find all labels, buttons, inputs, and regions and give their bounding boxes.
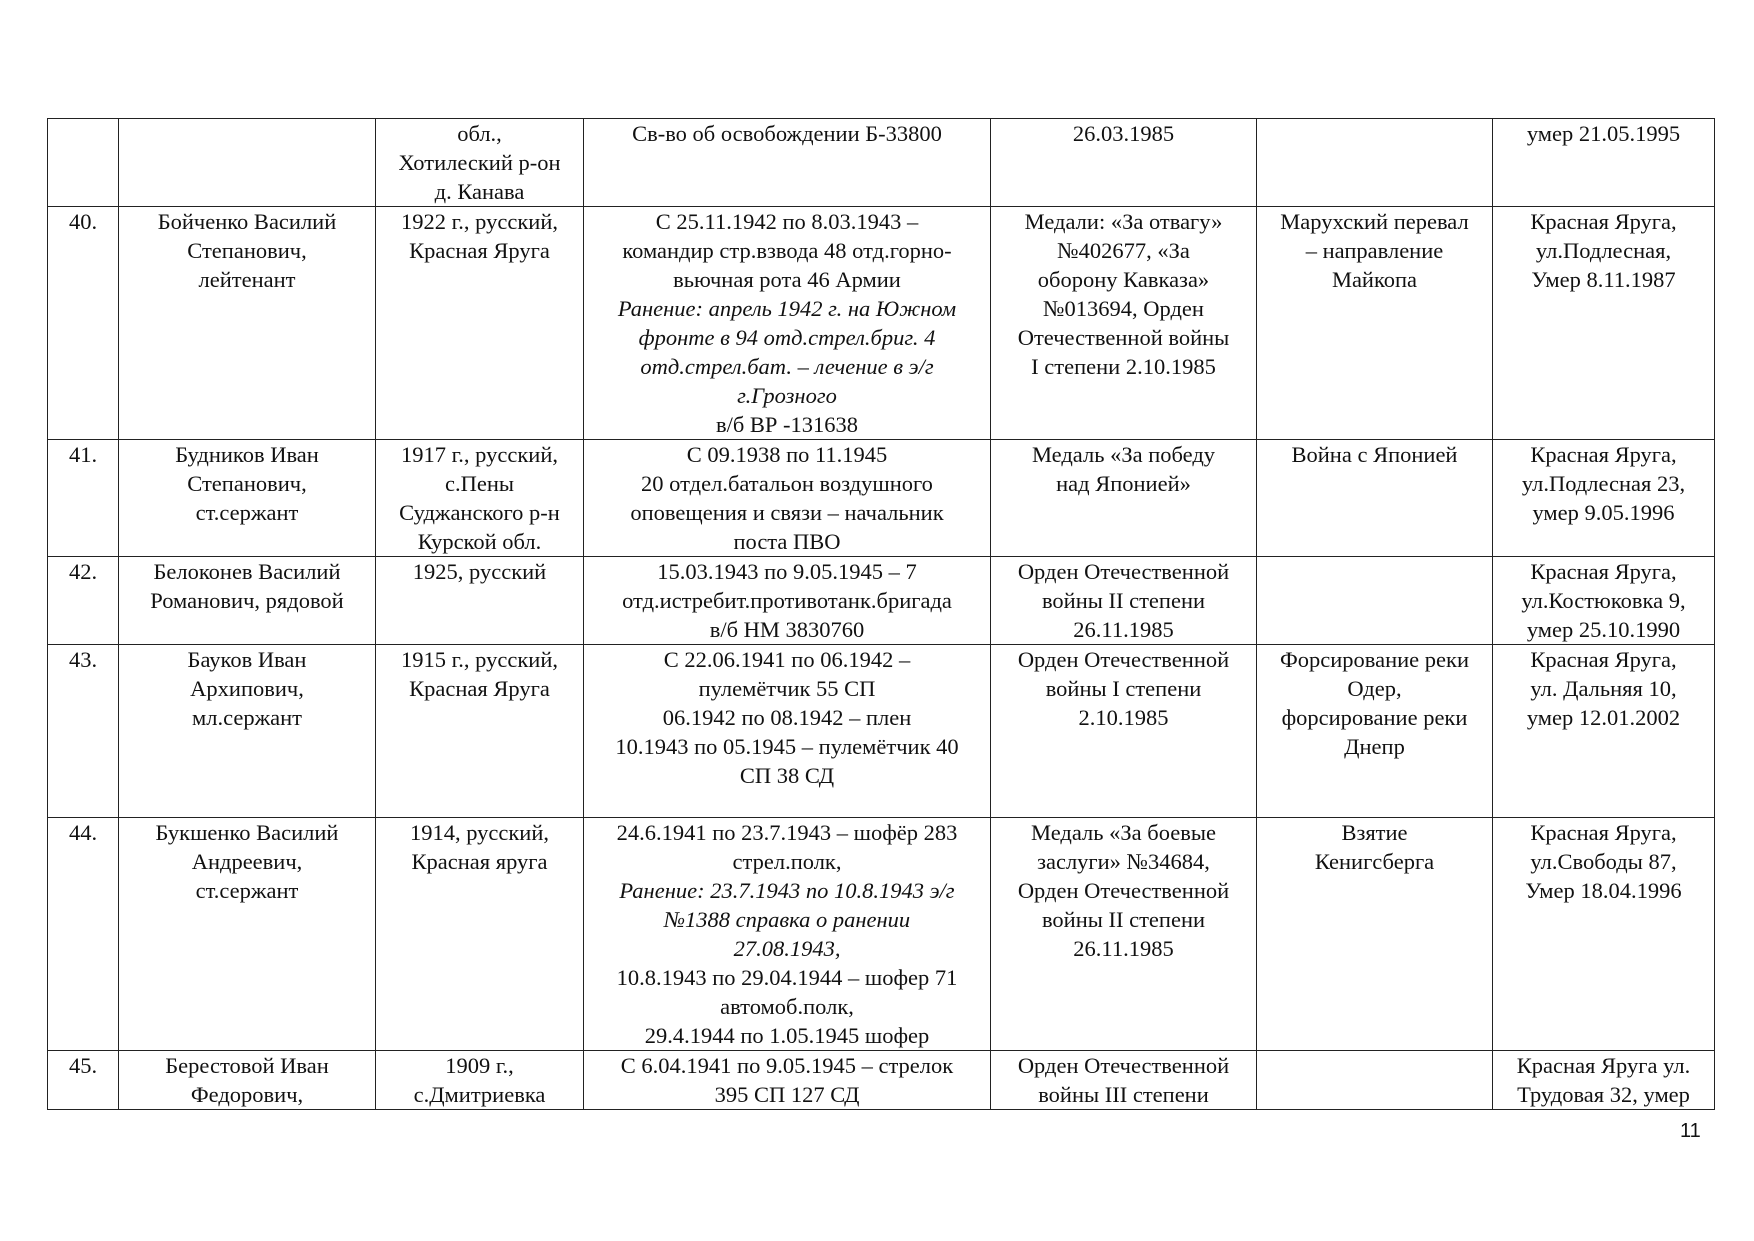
awards-line: 26.11.1985 — [1073, 936, 1174, 961]
battles-line: Кенигсберга — [1314, 849, 1435, 874]
row-number: 41. — [68, 442, 98, 467]
service-record-line: г.Грозного — [737, 383, 837, 408]
table-row — [48, 119, 1715, 207]
battles-line: Одер, — [1347, 676, 1402, 701]
awards-line: 26.03.1985 — [1072, 121, 1175, 146]
service-record-cell — [584, 818, 991, 1051]
battles-cell — [1257, 818, 1493, 1051]
battles-cell — [1257, 207, 1493, 440]
birth-info-line: с.Пены — [444, 471, 514, 496]
service-record-line: СП 38 СД — [739, 763, 835, 788]
birth-info-line: 1914, русский, — [409, 820, 550, 845]
name-rank-line: ст.сержант — [195, 500, 299, 525]
residence-line: умер 21.05.1995 — [1526, 121, 1681, 146]
residence-cell — [1493, 818, 1715, 1051]
birth-info-cell — [376, 818, 584, 1051]
residence-cell — [1493, 207, 1715, 440]
row-number: 45. — [68, 1053, 98, 1078]
service-record-line: стрел.полк, — [732, 849, 842, 874]
birth-info-line: 1915 г., русский, — [400, 647, 558, 672]
name-rank-line: Андреевич, — [191, 849, 303, 874]
service-record-line: 29.4.1944 по 1.05.1945 шофер — [644, 1023, 930, 1048]
name-rank-line: Степанович, — [187, 471, 307, 496]
residence-line: ул. Дальняя 10, — [1530, 676, 1677, 701]
battles-cell — [1257, 1051, 1493, 1110]
row-number: 40. — [68, 209, 98, 234]
residence-line: умер 9.05.1996 — [1532, 500, 1675, 525]
battles-line: форсирование реки — [1281, 705, 1468, 730]
service-record-line: автомоб.полк, — [720, 994, 854, 1019]
row-number-cell — [48, 645, 119, 818]
awards-cell — [991, 440, 1257, 557]
battles-cell — [1257, 645, 1493, 818]
table-body — [48, 119, 1715, 1110]
service-record-line: фронте в 94 отд.стрел.бриг. 4 — [638, 325, 936, 350]
row-number-cell — [48, 557, 119, 645]
name-rank-line: Степанович, — [187, 238, 307, 263]
birth-info-line: с.Дмитриевка — [413, 1082, 546, 1107]
battles-cell — [1257, 119, 1493, 207]
service-record-cell — [584, 119, 991, 207]
residence-line: Красная Яруга, — [1530, 559, 1677, 584]
awards-line: Орден Отечественной — [1017, 878, 1230, 903]
awards-line: Орден Отечественной — [1017, 1053, 1230, 1078]
residence-line: Трудовая 32, умер — [1517, 1082, 1690, 1107]
birth-info-cell — [376, 1051, 584, 1110]
birth-info-line: Красная яруга — [411, 849, 548, 874]
residence-line: Красная Яруга, — [1530, 442, 1677, 467]
name-rank-line: ст.сержант — [195, 878, 299, 903]
awards-line: Отечественной войны — [1017, 325, 1230, 350]
name-rank-line: Федорович, — [190, 1082, 304, 1107]
birth-info-line: Курской обл. — [417, 529, 542, 554]
service-record-cell — [584, 1051, 991, 1110]
birth-info-line: 1909 г., — [445, 1053, 514, 1078]
battles-cell — [1257, 557, 1493, 645]
awards-line: №402677, «За — [1057, 238, 1190, 263]
awards-line: Медали: «За отвагу» — [1024, 209, 1223, 234]
page-number: 11 — [1680, 1120, 1701, 1142]
service-record-line: С 6.04.1941 по 9.05.1945 – стрелок — [620, 1053, 954, 1078]
residence-cell — [1493, 119, 1715, 207]
awards-line: 2.10.1985 — [1078, 705, 1169, 730]
name-rank-cell — [119, 207, 376, 440]
awards-cell — [991, 207, 1257, 440]
service-record-line: 10.1943 по 05.1945 – пулемётчик 40 — [615, 734, 959, 759]
birth-info-line: 1925, русский — [412, 559, 547, 584]
residence-line: ул.Подлесная, — [1535, 238, 1672, 263]
awards-line: войны I степени — [1045, 676, 1202, 701]
residence-cell — [1493, 557, 1715, 645]
residence-line: ул.Подлесная 23, — [1521, 471, 1686, 496]
name-rank-cell — [119, 440, 376, 557]
service-record-line: оповещения и связи – начальник — [630, 500, 944, 525]
table-row — [48, 440, 1715, 557]
awards-line: 26.11.1985 — [1073, 617, 1174, 642]
name-rank-line: Букшенко Василий — [155, 820, 339, 845]
awards-line: войны II степени — [1041, 588, 1206, 613]
service-record-line: 27.08.1943, — [733, 936, 841, 961]
battles-line: Майкопа — [1331, 267, 1418, 292]
residence-line: ул.Костюковка 9, — [1521, 588, 1686, 613]
row-number: 42. — [68, 559, 98, 584]
service-record-line: в/б НМ 3830760 — [709, 617, 865, 642]
residence-cell — [1493, 1051, 1715, 1110]
awards-line: Медаль «За боевые — [1031, 820, 1216, 845]
service-record-line: поста ПВО — [733, 529, 841, 554]
birth-info-line: обл., — [457, 121, 502, 146]
service-record-line: 24.6.1941 по 23.7.1943 – шофёр 283 — [616, 820, 958, 845]
service-record-line: С 09.1938 по 11.1945 — [686, 442, 888, 467]
battles-line: Форсирование реки — [1279, 647, 1470, 672]
battles-line: Марухский перевал — [1280, 209, 1469, 234]
battles-line: Взятие — [1341, 820, 1408, 845]
birth-info-line: Суджанского р-н — [399, 500, 560, 525]
name-rank-line: Бауков Иван — [187, 647, 307, 672]
awards-line: №013694, Орден — [1043, 296, 1204, 321]
row-number-cell — [48, 818, 119, 1051]
residence-line: Красная Яруга, — [1530, 820, 1677, 845]
service-record-line: С 25.11.1942 по 8.03.1943 – — [655, 209, 919, 234]
service-record-line: отд.стрел.бат. – лечение в э/г — [640, 354, 934, 379]
battles-cell — [1257, 440, 1493, 557]
table-row — [48, 557, 1715, 645]
birth-info-line: Красная Яруга — [409, 238, 550, 263]
row-number-cell — [48, 207, 119, 440]
row-number-cell — [48, 440, 119, 557]
awards-line: Орден Отечественной — [1017, 647, 1230, 672]
birth-info-line: д. Канава — [434, 179, 525, 204]
battles-line: – направление — [1305, 238, 1444, 263]
residence-line: Красная Яруга, — [1530, 209, 1677, 234]
service-record-line: в/б ВР -131638 — [715, 412, 859, 437]
name-rank-cell — [119, 1051, 376, 1110]
service-record-line: Ранение: апрель 1942 г. на Южном — [617, 296, 957, 321]
row-number-cell — [48, 119, 119, 207]
birth-info-cell — [376, 557, 584, 645]
name-rank-cell — [119, 119, 376, 207]
birth-info-line: 1917 г., русский, — [400, 442, 558, 467]
residence-line: Красная Яруга, — [1530, 647, 1677, 672]
name-rank-line: Романович, рядовой — [150, 588, 344, 613]
table-row — [48, 818, 1715, 1051]
residence-line: Умер 8.11.1987 — [1531, 267, 1676, 292]
name-rank-line: Будников Иван — [175, 442, 319, 467]
residence-line: Умер 18.04.1996 — [1525, 878, 1682, 903]
residence-cell — [1493, 440, 1715, 557]
birth-info-cell — [376, 440, 584, 557]
table-row — [48, 207, 1715, 440]
birth-info-line: Красная Яруга — [409, 676, 550, 701]
birth-info-cell — [376, 207, 584, 440]
veterans-table — [47, 118, 1715, 1110]
awards-line: войны III степени — [1038, 1082, 1209, 1107]
residence-cell — [1493, 645, 1715, 818]
service-record-line: командир стр.взвода 48 отд.горно- — [622, 238, 952, 263]
birth-info-cell — [376, 119, 584, 207]
awards-line: оборону Кавказа» — [1037, 267, 1210, 292]
awards-cell — [991, 1051, 1257, 1110]
residence-line: умер 12.01.2002 — [1526, 705, 1681, 730]
table-row — [48, 1051, 1715, 1110]
table-row — [48, 645, 1715, 818]
service-record-cell — [584, 645, 991, 818]
service-record-line: пулемётчик 55 СП — [698, 676, 876, 701]
service-record-line: 395 СП 127 СД — [714, 1082, 860, 1107]
service-record-cell — [584, 440, 991, 557]
row-number-cell — [48, 1051, 119, 1110]
birth-info-cell — [376, 645, 584, 818]
awards-cell — [991, 645, 1257, 818]
service-record-line: №1388 справка о ранении — [663, 907, 911, 932]
birth-info-line: Хотилеский р-он — [398, 150, 561, 175]
service-record-line: отд.истребит.противотанк.бригада — [622, 588, 952, 613]
awards-line: I степени 2.10.1985 — [1031, 354, 1216, 379]
service-record-cell — [584, 207, 991, 440]
residence-line: умер 25.10.1990 — [1526, 617, 1681, 642]
battles-line: Война с Японией — [1291, 442, 1458, 467]
name-rank-line: мл.сержант — [192, 705, 302, 730]
service-record-line: 15.03.1943 по 9.05.1945 – 7 — [657, 559, 917, 584]
service-record-line: 10.8.1943 по 29.04.1944 – шофер 71 — [616, 965, 958, 990]
birth-info-line: 1922 г., русский, — [400, 209, 558, 234]
awards-line: войны II степени — [1041, 907, 1206, 932]
awards-line: над Японией» — [1056, 471, 1191, 496]
battles-line: Днепр — [1344, 734, 1405, 759]
name-rank-line: Берестовой Иван — [165, 1053, 329, 1078]
service-record-line: 06.1942 по 08.1942 – плен — [662, 705, 912, 730]
awards-line: заслуги» №34684, — [1037, 849, 1210, 874]
service-record-line: Св-во об освобождении Б-33800 — [632, 121, 942, 146]
residence-line: ул.Свободы 87, — [1530, 849, 1677, 874]
service-record-cell — [584, 557, 991, 645]
row-number: 44. — [68, 820, 98, 845]
service-record-line: Ранение: 23.7.1943 по 10.8.1943 э/г — [619, 878, 955, 903]
awards-line: Орден Отечественной — [1017, 559, 1230, 584]
service-record-line: С 22.06.1941 по 06.1942 – — [663, 647, 911, 672]
residence-line: Красная Яруга ул. — [1516, 1053, 1691, 1078]
name-rank-line: лейтенант — [198, 267, 296, 292]
name-rank-line: Бойченко Василий — [157, 209, 337, 234]
name-rank-cell — [119, 645, 376, 818]
awards-line: Медаль «За победу — [1031, 442, 1216, 467]
name-rank-cell — [119, 818, 376, 1051]
name-rank-cell — [119, 557, 376, 645]
row-number: 43. — [68, 647, 98, 672]
name-rank-line: Архипович, — [190, 676, 304, 701]
awards-cell — [991, 557, 1257, 645]
awards-cell — [991, 818, 1257, 1051]
service-record-line: 20 отдел.батальон воздушного — [641, 471, 933, 496]
awards-cell — [991, 119, 1257, 207]
name-rank-line: Белоконев Василий — [153, 559, 341, 584]
service-record-line: вьючная рота 46 Армии — [673, 267, 901, 292]
